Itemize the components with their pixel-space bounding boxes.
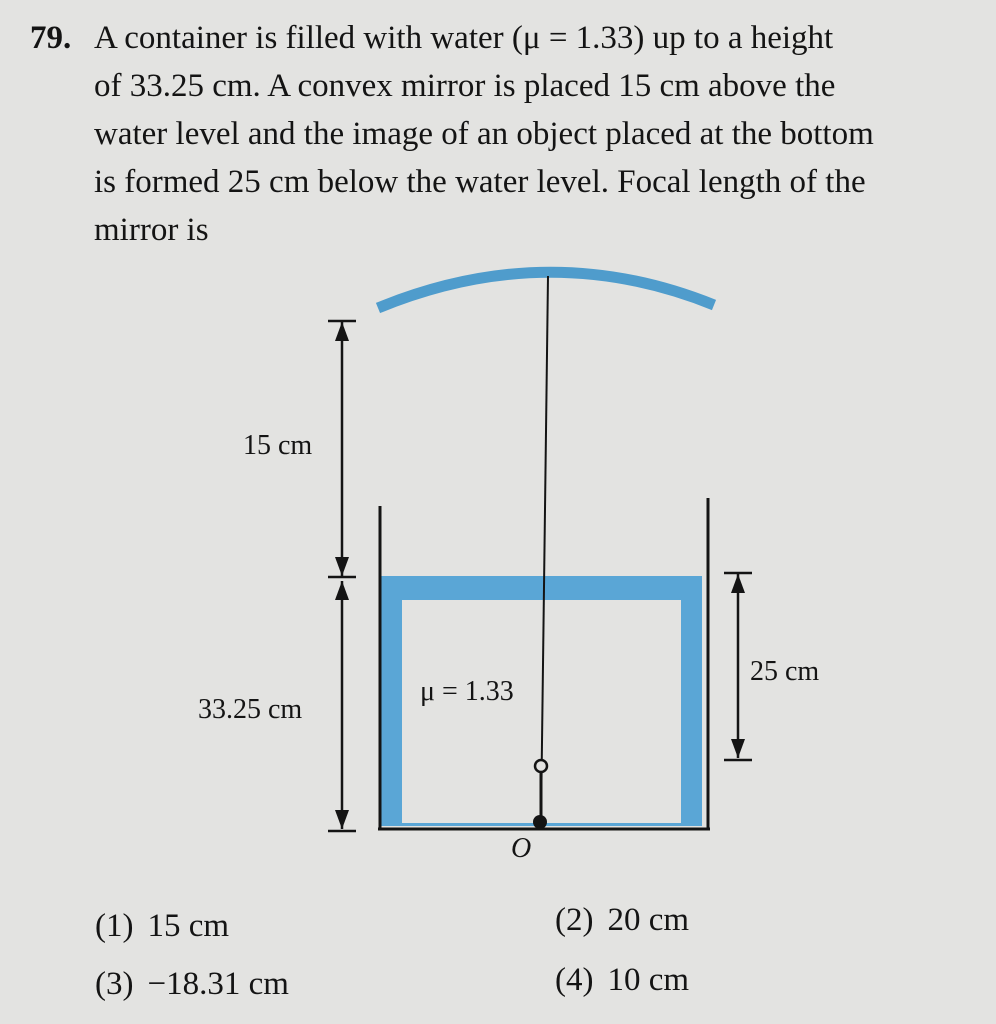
question-line-3: water level and the image of an object placed at the bottom <box>94 116 874 152</box>
question-line-2: of 33.25 cm. A convex mirror is placed 15 cm above the <box>94 68 836 104</box>
label-object: O <box>511 833 532 864</box>
option-1-number: (1) <box>95 908 134 944</box>
option-4-text: 10 cm <box>607 962 690 998</box>
option-4[interactable] <box>555 962 689 999</box>
option-3-text: −18.31 cm <box>147 966 289 1002</box>
option-2-number: (2) <box>555 902 594 938</box>
option-2[interactable] <box>555 902 689 939</box>
image-point <box>535 760 547 772</box>
question-line-5: mirror is <box>94 212 209 248</box>
dimension-33cm <box>328 581 356 831</box>
label-33cm: 33.25 cm <box>198 694 303 725</box>
question-line-1-text: A container is filled with water (μ = 1.33) up to a height <box>94 20 834 56</box>
option-4-number: (4) <box>555 962 594 998</box>
object-point <box>533 815 547 829</box>
convex-mirror <box>378 272 714 308</box>
dimension-15cm <box>328 321 356 577</box>
dimension-25cm <box>724 573 752 760</box>
label-mu: μ = 1.33 <box>420 676 514 707</box>
question-line-4: is formed 25 cm below the water level. Focal length of the <box>94 164 866 200</box>
option-1-text: 15 cm <box>147 908 230 944</box>
option-1[interactable] <box>95 908 229 945</box>
label-15cm: 15 cm <box>243 430 313 461</box>
option-3[interactable] <box>95 966 289 1003</box>
option-3-number: (3) <box>95 966 134 1002</box>
option-2-text: 20 cm <box>607 902 690 938</box>
label-25cm: 25 cm <box>750 656 820 687</box>
question-number: 79. <box>30 20 72 56</box>
